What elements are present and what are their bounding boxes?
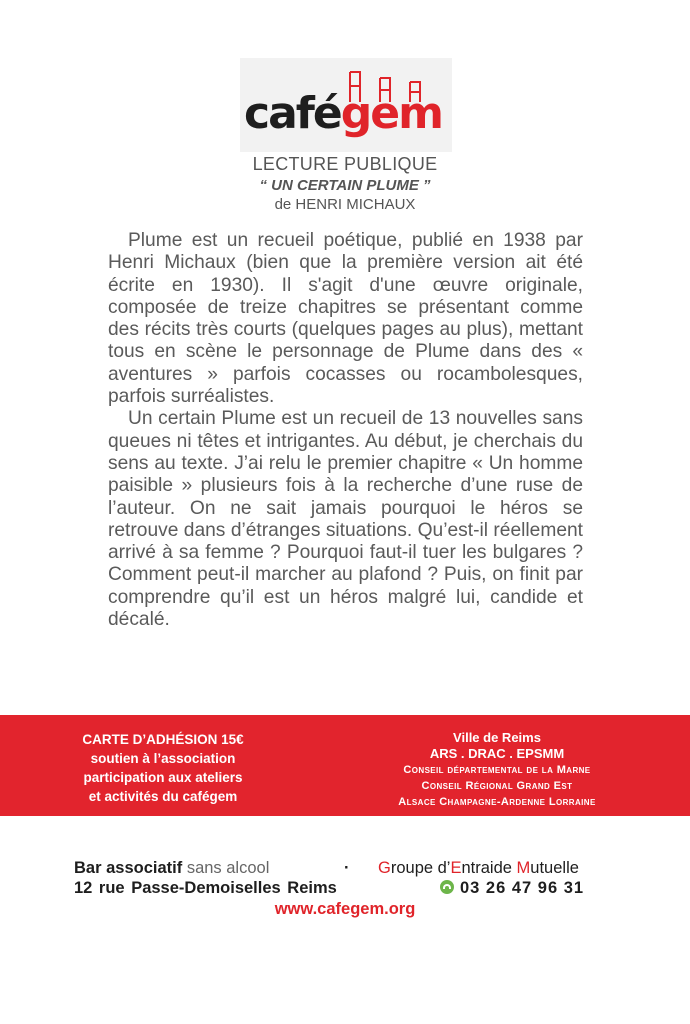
description-paragraph-2: Un certain Plume est un recueil de 13 nouvelles sans queues ni têtes et intrigantes. Au début, je cherchais du sens au texte. J’ai relu le premier chapitre « Un homme paisible » plusieurs fois à la recherche d’une ruse de l’auteur. On ne sait jamais pourquoi le héros se retrouve dans d’étranges situations. Qu’est-il réellement arrivé à sa femme ? Pourquoi faut-il tuer les bulgares ? Comment peut-il marcher au plafond ? Puis, on finit par comprendre qu’il est un héros malgré lui, candide et décalé. — [108, 408, 583, 631]
partner-region: Conseil Régional Grand Est — [421, 780, 573, 792]
bar-label: Bar associatif — [74, 859, 183, 877]
membership-workshops: participation aux ateliers — [83, 770, 243, 785]
partners-info — [362, 730, 632, 810]
event-author: de HENRI MICHAUX — [274, 196, 416, 213]
description — [108, 230, 583, 631]
phone-icon — [440, 880, 454, 894]
gem-word-groupe: roupe d’ — [390, 859, 451, 877]
address: 12 rue Passe-Demoiselles Reims — [74, 879, 337, 897]
event-title: “ UN CERTAIN PLUME ” — [259, 177, 431, 194]
membership-activities: et activités du cafégem — [88, 789, 238, 804]
footer-line-3 — [0, 900, 690, 919]
gem-letter-m: M — [516, 859, 531, 877]
gem-letter-e: E — [450, 859, 462, 877]
bar-alcohol-free: sans alcool — [186, 859, 270, 877]
logo-word-red: gem — [340, 88, 442, 139]
info-band — [0, 715, 690, 816]
membership-card-price: CARTE D’ADHÉSION 15€ — [82, 732, 244, 747]
partner-agencies: ARS . DRAC . EPSMM — [429, 746, 565, 761]
gem-word-entraide: ntraide — [461, 859, 517, 877]
phone-contact[interactable] — [440, 879, 584, 898]
membership-support: soutien à l’association — [90, 751, 236, 766]
phone-number: 03 26 47 96 31 — [460, 879, 585, 897]
cafegem-logo — [240, 58, 452, 152]
logo-word-dark: café — [244, 88, 341, 139]
membership-info — [58, 730, 268, 806]
partner-city: Ville de Reims — [453, 730, 541, 745]
partner-former-region: Alsace Champagne-Ardenne Lorraine — [398, 796, 596, 808]
footer-separator: · — [344, 859, 350, 877]
logo-wordmark — [244, 88, 442, 139]
event-type: LECTURE PUBLIQUE — [252, 154, 438, 174]
website-link[interactable]: www.cafegem.org — [274, 900, 416, 918]
description-paragraph-1: Plume est un recueil poétique, publié en 1938 par Henri Michaux (bien que la première version ait été écrite en 1930). Il s'agit d'une œuvre originale, composée de treize chapitres se présentant comme des récits très courts (quelques pages au plus), mettant tous en scène le personnage de Plume dans des « aventures » parfois cocasses ou rocambolesques, parfois surréalistes. — [108, 230, 583, 408]
gem-letter-g: G — [378, 859, 391, 877]
partner-department: Conseil départemental de la Marne — [403, 764, 591, 776]
gem-fullname — [378, 859, 579, 878]
gem-word-mutuelle: utuelle — [530, 859, 579, 877]
